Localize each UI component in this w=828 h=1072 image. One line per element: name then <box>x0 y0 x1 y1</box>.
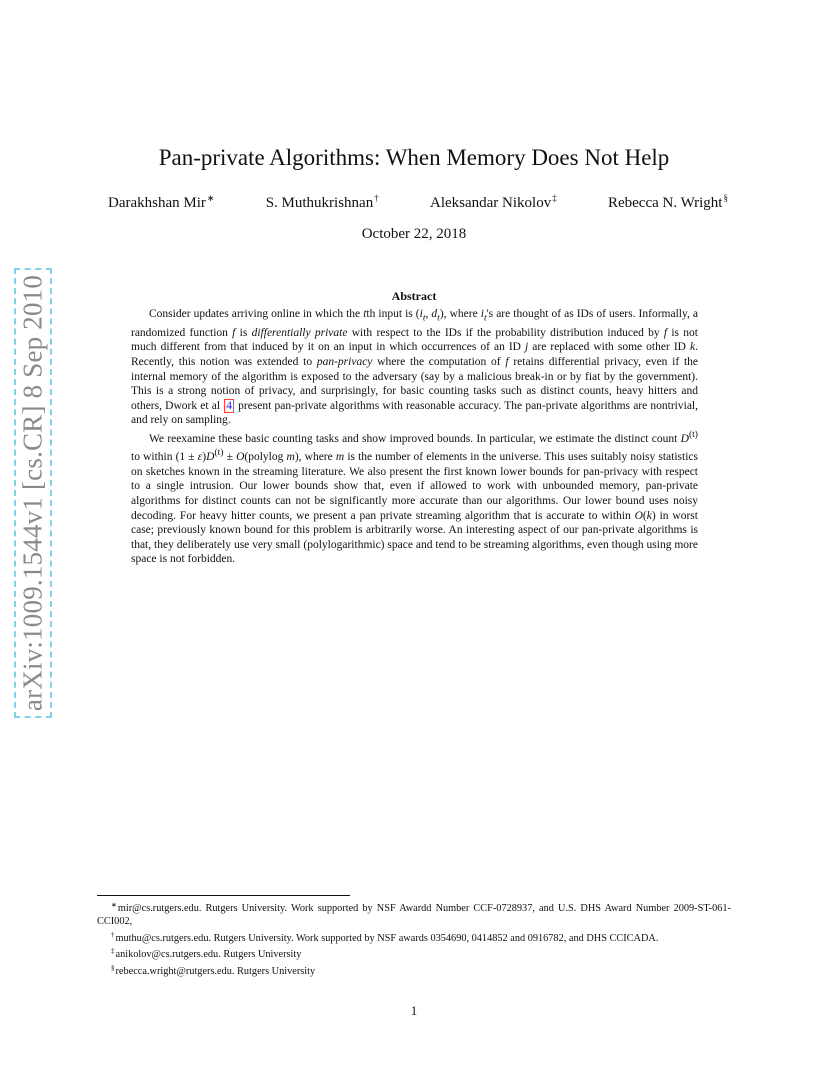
page-number: 1 <box>410 1003 418 1018</box>
citation-link[interactable]: 4 <box>226 399 232 412</box>
footnote-mark: † <box>111 930 115 939</box>
paper-title: Pan-private Algorithms: When Memory Does Not Help <box>158 145 670 170</box>
author-footnote-mark: † <box>374 193 379 203</box>
author-name: S. Muthukrishnan <box>265 195 374 211</box>
arxiv-identifier-stamp[interactable] <box>14 268 52 718</box>
author-1 <box>108 193 214 212</box>
abstract-paragraph-2: We reexamine these basic counting tasks and show improved bounds. In particular, we estimate the distinct count $D^{(t)}$ to within $(1 \pm \varepsilon)D^{(t)}$ ± O(polylog m), where m is the number of elements in the universe. This uses suitably noisy statistics on sketches known in the streaming literature. We also present the first known lower bounds for pan-privacy with respect to a single intrusion. Our lower bounds show that, even if allowed to work with unbounded memory, pan-private algorithms for distinct counts can not be significantly more accurate than our algorithms. Our lower bound uses noisy decoding. For heavy hitter counts, we present a pan private streaming algorithm that is accurate to within O(k) in worst case; previously known bound for this problem is arbitrarily worse. An interesting aspect of our pan-private algorithms is that, they deliberately use very small (polylogarithmic) space and tend to be streaming algorithms, even though using more space is not forbidden. <box>131 429 698 566</box>
footnote-3 <box>97 945 731 962</box>
author-4 <box>608 193 728 212</box>
footnote-2 <box>97 929 731 946</box>
footnote-4 <box>97 962 731 979</box>
footnote-mark: ‡ <box>111 947 115 956</box>
abstract-heading: Abstract <box>391 289 437 303</box>
footnote-text: anikolov@cs.rutgers.edu. Rutgers University <box>115 949 302 961</box>
author-footnote-mark: § <box>723 193 728 203</box>
footnote-text: rebecca.wright@rutgers.edu. Rutgers University <box>115 966 316 978</box>
footnote-text: muthu@cs.rutgers.edu. Rutgers University. Work supported by NSF awards 0354690, 0414852 and 0916782, and DHS CCICADA. <box>115 932 659 944</box>
author-name: Aleksandar Nikolov <box>429 195 552 211</box>
author-footnote-mark: ∗ <box>206 193 215 203</box>
footnote-mark: § <box>111 964 115 973</box>
author-3 <box>430 193 557 212</box>
abstract-paragraph-1: Consider updates arriving online in which the tth input is ($i_t$, $d_t$), where $i_t's$ are thought of as IDs of users. Informally, a randomized function f is differentially private with respect to the IDs if the probability distribution induced by f is not much different from that induced by it on an input in which occurrences of an ID j are replaced with some other ID k. Recently, this notion was extended to pan-privacy where the computation of f retains differential privacy, even if the internal memory of the algorithm is exposed to the adversary (say by a malicious break-in or by fiat by the government). This is a strong notion of privacy, and surprisingly, for basic counting tasks such as distinct counts, heavy hitters and others, Dwork et al 4 present pan-private algorithms with reasonable accuracy. The pan-private algorithms are nontrivial, and rely on sampling. <box>131 308 699 427</box>
footnote-1 <box>97 899 731 929</box>
paper-date: October 22, 2018 <box>361 226 467 242</box>
footnote-text: mir@cs.rutgers.edu. Rutgers University. Work supported by NSF Awardd Number CCF-0728937, and U.S. DHS Award Number 2009-ST-061-CCI002, <box>97 903 731 927</box>
abstract-body <box>131 307 698 567</box>
author-name: Rebecca N. Wright <box>607 195 723 211</box>
author-footnote-mark: ‡ <box>552 193 557 203</box>
arxiv-identifier-text: arXiv:1009.1544v1 [cs.CR] 8 Sep 2010 <box>17 274 48 712</box>
footnote-mark: ∗ <box>111 901 117 909</box>
author-2 <box>266 193 379 212</box>
footnotes <box>97 899 731 979</box>
author-list <box>108 193 728 212</box>
footnote-divider <box>97 895 350 896</box>
author-name: Darakhshan Mir <box>108 195 206 211</box>
